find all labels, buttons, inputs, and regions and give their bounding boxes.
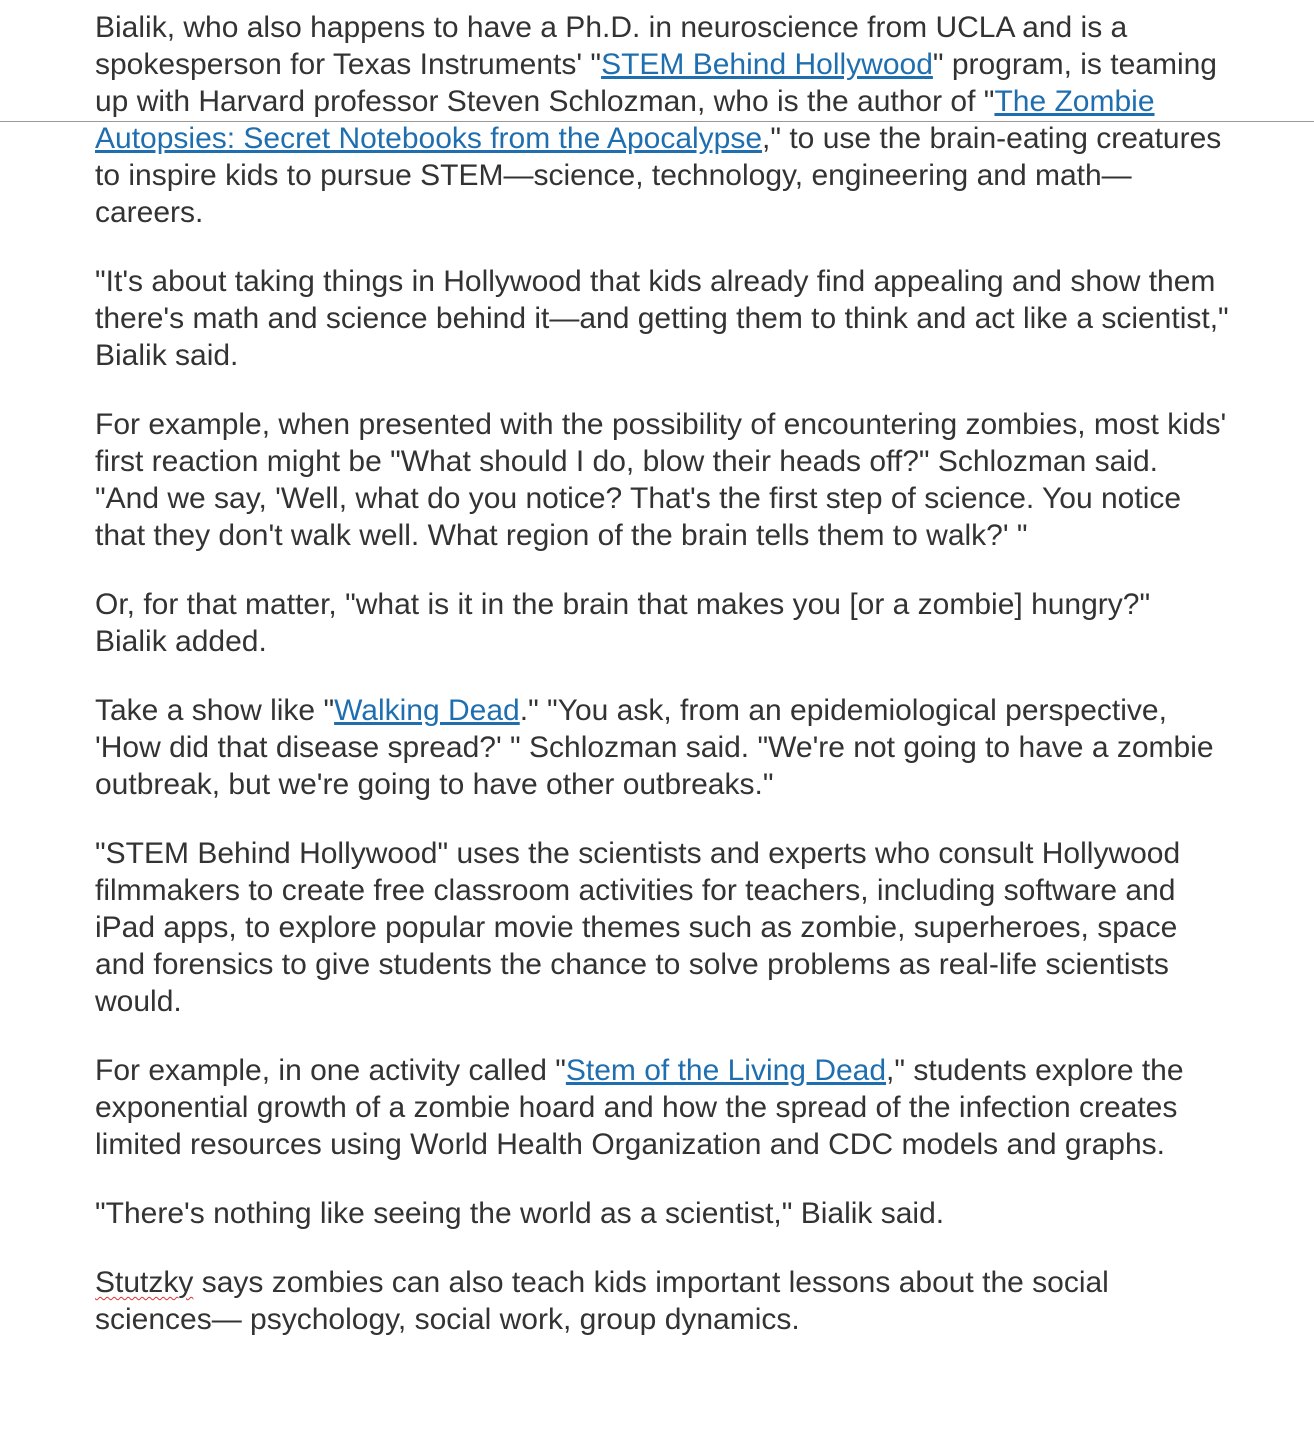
text-run: says zombies can also teach kids important lessons about the social sciences— psychology, social work, group dynamics. — [95, 1266, 1109, 1336]
link-walking-dead[interactable]: Walking Dead — [334, 694, 520, 727]
link-stem-of-the-living-dead[interactable]: Stem of the Living Dead — [565, 1054, 887, 1087]
paragraph-6: "STEM Behind Hollywood" uses the scientists and experts who consult Hollywood filmmakers to create free classroom activities for teachers, including software and iPad apps, to explore popular movie themes such as zombie, superheroes, space and forensics to give students the chance to solve problems as real-life scientists would. — [95, 837, 1181, 1018]
text-run: " program, is teaming up with Harvard professor Steven Schlozman, who is the author of " — [95, 48, 1217, 118]
text-run: ," to use the brain-eating creatures to inspire kids to pursue STEM—science, technology, engineering and math—careers. — [95, 122, 1222, 229]
paragraph-5 — [95, 692, 1230, 803]
paragraph-4: Or, for that matter, "what is it in the brain that makes you [or a zombie] hungry?" Bialik added. — [95, 588, 1151, 658]
link-zombie-autopsies[interactable]: The Zombie Autopsies: Secret Notebooks from the Apocalypse — [95, 85, 1155, 155]
text-run: Bialik, who also happens to have a Ph.D. in neuroscience from UCLA and is a spokesperson for Texas Instruments' " — [95, 11, 1128, 81]
text-run: ." "You ask, from an epidemiological perspective, 'How did that disease spread?' " Schlozman said. "We're not going to have a zombie outbreak, but we're going to have other outbreaks." — [95, 694, 1214, 801]
document-body — [95, 9, 1230, 1370]
text-run: ," students explore the exponential growth of a zombie hoard and how the spread of the infection creates limited resources using World Health Organization and CDC models and graphs. — [95, 1054, 1184, 1161]
paragraph-1 — [95, 9, 1230, 231]
paragraph-2: "It's about taking things in Hollywood that kids already find appealing and show them there's math and science behind it—and getting them to think and act like a scientist," Bialik said. — [95, 265, 1229, 372]
link-stem-behind-hollywood[interactable]: STEM Behind Hollywood — [601, 48, 933, 81]
text-run: For example, in one activity called " — [95, 1054, 566, 1087]
paragraph-3: For example, when presented with the possibility of encountering zombies, most kids' first reaction might be "What should I do, blow their heads off?" Schlozman said. "And we say, 'Well, what do you notice? That's the first step of science. You notice that they don't walk well. What region of the brain tells them to walk?' " — [95, 408, 1227, 552]
paragraph-8: "There's nothing like seeing the world as a scientist," Bialik said. — [95, 1197, 945, 1230]
spellcheck-flagged-word[interactable]: Stutzky — [95, 1266, 194, 1299]
paragraph-9 — [95, 1264, 1230, 1338]
text-run: Take a show like " — [95, 694, 335, 727]
paragraph-7 — [95, 1052, 1230, 1163]
